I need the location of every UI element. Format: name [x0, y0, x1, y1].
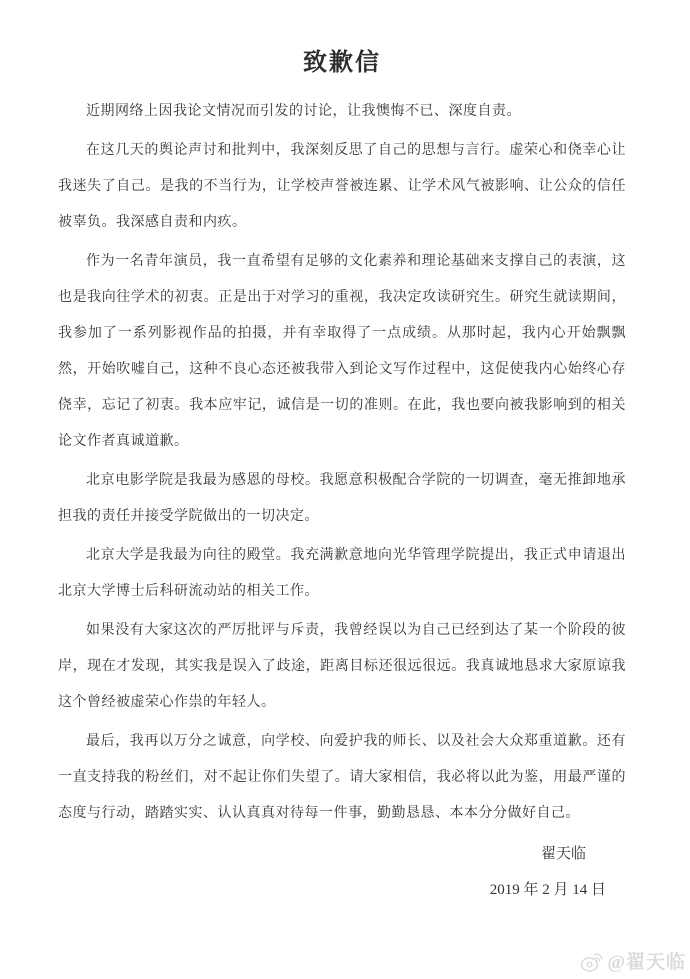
paragraph-4: 北京电影学院是我最为感恩的母校。我愿意积极配合学院的一切调查，毫无推卸地承担我的责任并接受学院做出的一切决定。 — [58, 473, 626, 524]
signature: 翟天临 — [540, 846, 586, 862]
date: 2019 年 2 月 14 日 — [489, 882, 606, 898]
paragraph-5: 北京大学是我最为向往的殿堂。我充满歉意地向光华管理学院提出，我正式申请退出北京大学博士后科研流动站的相关工作。 — [58, 548, 626, 599]
weibo-eye-icon — [579, 949, 605, 973]
document-title: 致歉信 — [303, 50, 381, 76]
paragraph-6: 如果没有大家这次的严厉批评与斥责，我曾经误以为自己已经到达了某一个阶段的彼岸，现在才发现，其实我是误入了歧途，距离目标还很远很远。我真诚地恳求大家原谅我这个曾经被虚荣心作祟的年轻人。 — [58, 623, 626, 710]
weibo-watermark — [579, 947, 686, 974]
paragraph-1: 近期网络上因我论文情况而引发的讨论，让我懊悔不已、深度自责。 — [86, 104, 521, 119]
paragraph-2: 在这几天的舆论声讨和批判中，我深刻反思了自己的思想与言行。虚荣心和侥幸心让我迷失了自己。是我的不当行为，让学校声誉被连累、让学术风气被影响、让公众的信任被辜负。我深感自责和内疚。 — [58, 143, 626, 230]
watermark-handle: @翟天临 — [607, 952, 686, 973]
paragraph-7: 最后，我再以万分之诚意，向学校、向爱护我的师长、以及社会大众郑重道歉。还有一直支持我的粉丝们，对不起让你们失望了。请大家相信，我必将以此为鉴，用最严谨的态度与行动，踏踏实实、认认真真对待每一件事，勤勤恳恳、本本分分做好自己。 — [58, 734, 626, 821]
paragraph-3: 作为一名青年演员，我一直希望有足够的文化素养和理论基础来支撑自己的表演，这也是我向往学术的初衷。正是出于对学习的重视，我决定攻读研究生。研究生就读期间，我参加了一系列影视作品的拍摄，并有幸取得了一点成绩。从那时起，我内心开始飘飘然，开始吹嘘自己，这种不良心态还被我带入到论文写作过程中，这促使我内心始终心存侥幸，忘记了初衷。我本应牢记，诚信是一切的准则。在此，我也要向被我影响到的相关论文作者真诚道歉。 — [58, 254, 626, 449]
